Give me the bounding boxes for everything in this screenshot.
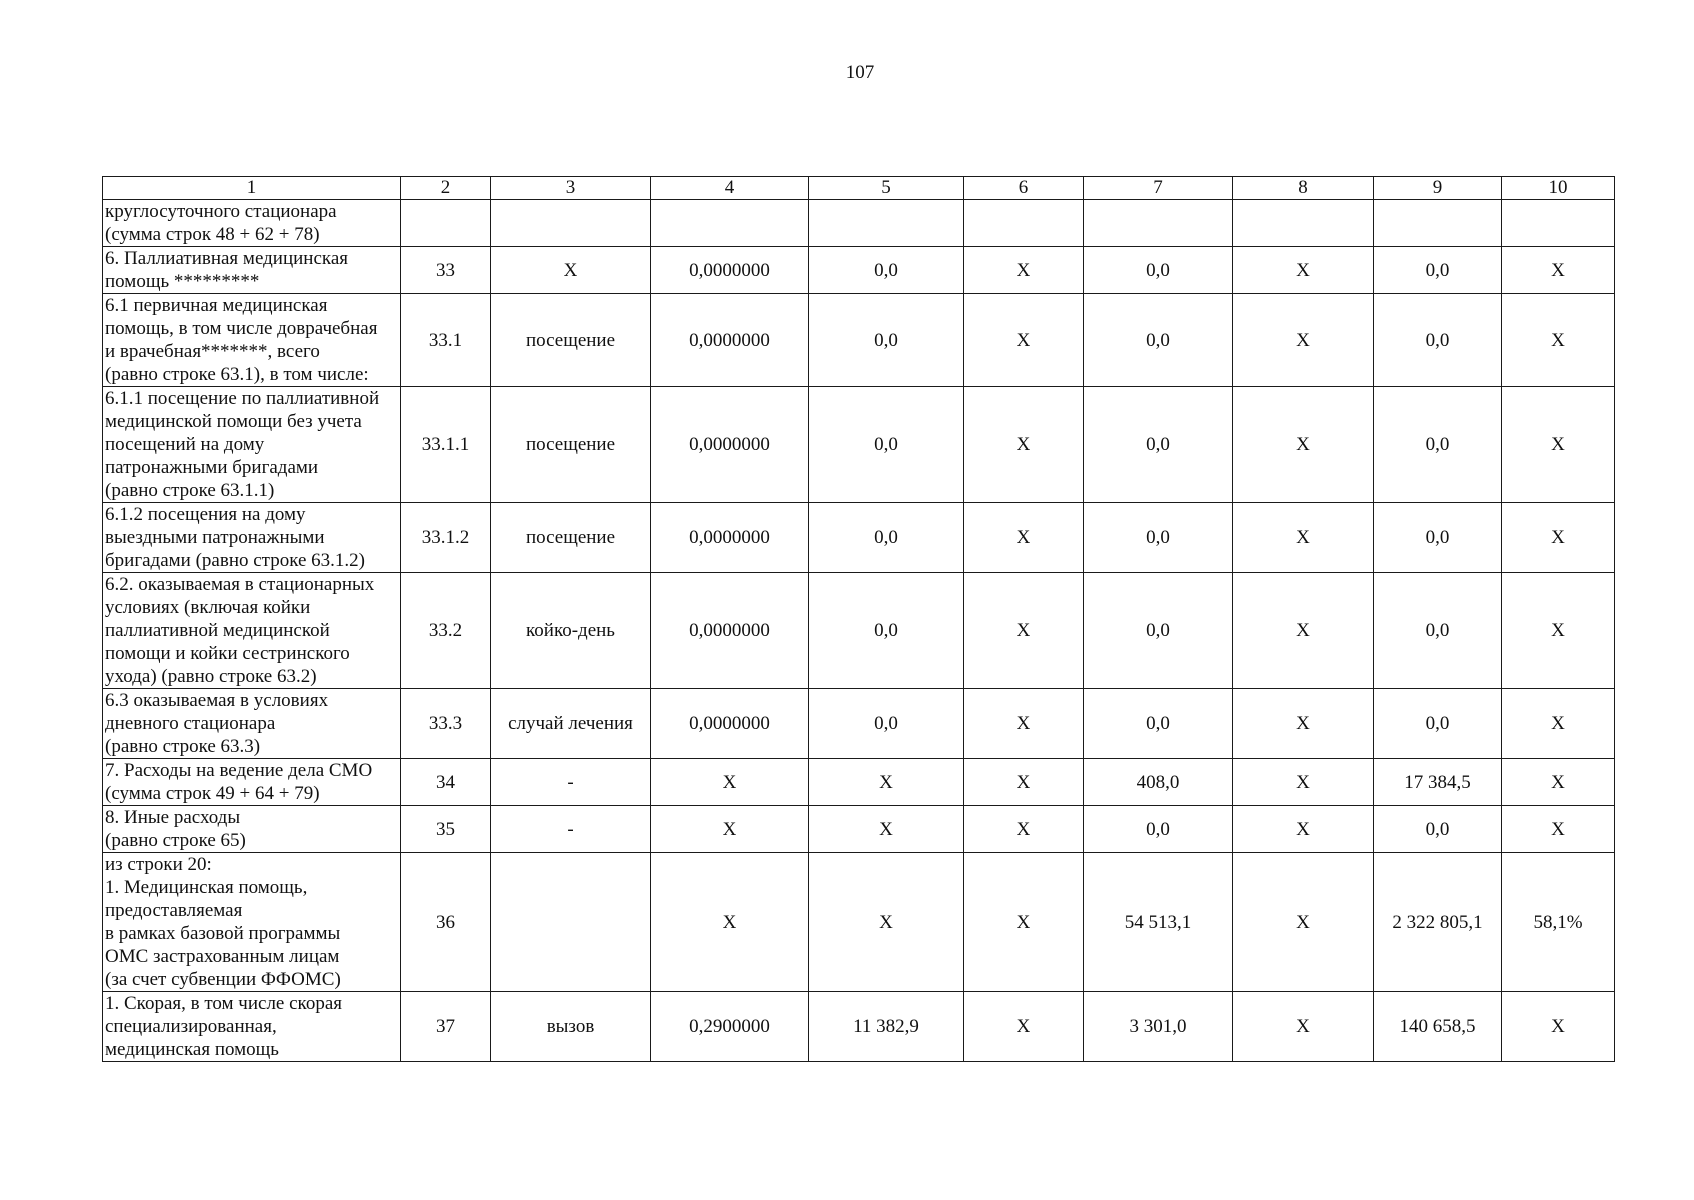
row-label-cell: 6.1.2 посещения на дому выездными патронажными бригадами (равно строке 63.1.2) — [103, 503, 401, 573]
row-label-cell: 6.3 оказываемая в условиях дневного стационара (равно строке 63.3) — [103, 689, 401, 759]
table-cell-col-9: 2 322 805,1 — [1374, 853, 1502, 992]
table-cell-col-10: X — [1502, 387, 1615, 503]
table-cell-col-4: 0,0000000 — [651, 573, 809, 689]
header-row — [103, 177, 1615, 200]
table-row — [103, 200, 1615, 247]
table-cell-col-3: посещение — [491, 387, 651, 503]
table-cell-col-6: X — [964, 247, 1084, 294]
table-cell-col-2: 33.1 — [401, 294, 491, 387]
table-cell-col-3: вызов — [491, 992, 651, 1062]
table-cell-col-4: X — [651, 759, 809, 806]
financing-table — [102, 176, 1615, 1062]
table-cell-col-2: 35 — [401, 806, 491, 853]
table-cell-col-4: X — [651, 853, 809, 992]
table-cell-col-7 — [1084, 200, 1233, 247]
table-cell-col-2: 33.1.1 — [401, 387, 491, 503]
table-cell-col-5: 0,0 — [809, 294, 964, 387]
table-cell-col-6: X — [964, 573, 1084, 689]
table-cell-col-4 — [651, 200, 809, 247]
header-cell-col-9: 9 — [1374, 177, 1502, 200]
row-label-cell: из строки 20: 1. Медицинская помощь, предоставляемая в рамках базовой программы ОМС застрахованным лицам (за счет субвенции ФФОМС) — [103, 853, 401, 992]
table-cell-col-3: койко-день — [491, 573, 651, 689]
table-cell-col-3: случай лечения — [491, 689, 651, 759]
table-cell-col-4: X — [651, 806, 809, 853]
row-label-cell: круглосуточного стационара (сумма строк 48 + 62 + 78) — [103, 200, 401, 247]
header-cell-col-10: 10 — [1502, 177, 1615, 200]
table-row — [103, 573, 1615, 689]
table-row — [103, 247, 1615, 294]
table-cell-col-7: 408,0 — [1084, 759, 1233, 806]
table-cell-col-8: X — [1233, 573, 1374, 689]
table-cell-col-8: X — [1233, 853, 1374, 992]
table-cell-col-6: X — [964, 387, 1084, 503]
table-cell-col-9: 0,0 — [1374, 294, 1502, 387]
table-cell-col-8: X — [1233, 759, 1374, 806]
header-cell-col-5: 5 — [809, 177, 964, 200]
table-cell-col-2 — [401, 200, 491, 247]
table-cell-col-10: X — [1502, 294, 1615, 387]
table-cell-col-5: 11 382,9 — [809, 992, 964, 1062]
table-cell-col-8: X — [1233, 806, 1374, 853]
header-cell-col-2: 2 — [401, 177, 491, 200]
table-cell-col-3 — [491, 853, 651, 992]
table-cell-col-6: X — [964, 689, 1084, 759]
table-cell-col-3: посещение — [491, 503, 651, 573]
table-cell-col-6: X — [964, 759, 1084, 806]
table-cell-col-6: X — [964, 853, 1084, 992]
table-cell-col-8: X — [1233, 689, 1374, 759]
table-cell-col-5: X — [809, 853, 964, 992]
header-cell-col-4: 4 — [651, 177, 809, 200]
table-cell-col-8: X — [1233, 503, 1374, 573]
table-cell-col-4: 0,0000000 — [651, 294, 809, 387]
table-row — [103, 853, 1615, 992]
row-label-cell: 8. Иные расходы (равно строке 65) — [103, 806, 401, 853]
table-cell-col-4: 0,0000000 — [651, 387, 809, 503]
table-row — [103, 759, 1615, 806]
table-cell-col-10: X — [1502, 689, 1615, 759]
table-cell-col-5: 0,0 — [809, 503, 964, 573]
table-row — [103, 387, 1615, 503]
table-cell-col-6: X — [964, 503, 1084, 573]
header-cell-col-8: 8 — [1233, 177, 1374, 200]
table-cell-col-7: 0,0 — [1084, 503, 1233, 573]
header-cell-col-7: 7 — [1084, 177, 1233, 200]
table-cell-col-9: 0,0 — [1374, 247, 1502, 294]
table-cell-col-3: X — [491, 247, 651, 294]
row-label-cell: 6. Паллиативная медицинская помощь ********* — [103, 247, 401, 294]
table-cell-col-9: 0,0 — [1374, 573, 1502, 689]
table-cell-col-10: X — [1502, 573, 1615, 689]
page-number: 107 — [845, 62, 875, 83]
table-cell-col-3: - — [491, 759, 651, 806]
table-cell-col-10: 58,1% — [1502, 853, 1615, 992]
table-cell-col-5: X — [809, 806, 964, 853]
table-cell-col-10: X — [1502, 992, 1615, 1062]
table-cell-col-10: X — [1502, 806, 1615, 853]
table-cell-col-6: X — [964, 806, 1084, 853]
table-cell-col-4: 0,2900000 — [651, 992, 809, 1062]
table-cell-col-5: 0,0 — [809, 387, 964, 503]
table-row — [103, 503, 1615, 573]
table-cell-col-2: 33.3 — [401, 689, 491, 759]
table-cell-col-5 — [809, 200, 964, 247]
table-cell-col-2: 33 — [401, 247, 491, 294]
table-cell-col-2: 34 — [401, 759, 491, 806]
table-cell-col-7: 0,0 — [1084, 247, 1233, 294]
table-cell-col-7: 0,0 — [1084, 806, 1233, 853]
table-cell-col-4: 0,0000000 — [651, 247, 809, 294]
table-header — [103, 177, 1615, 200]
table-cell-col-9 — [1374, 200, 1502, 247]
table-cell-col-8: X — [1233, 992, 1374, 1062]
table-cell-col-7: 0,0 — [1084, 689, 1233, 759]
row-label-cell: 6.1.1 посещение по паллиативной медицинской помощи без учета посещений на дому патронажными бригадами (равно строке 63.1.1) — [103, 387, 401, 503]
table-row — [103, 806, 1615, 853]
table-cell-col-9: 0,0 — [1374, 689, 1502, 759]
table-cell-col-10: X — [1502, 759, 1615, 806]
table-cell-col-10: X — [1502, 247, 1615, 294]
table-row — [103, 689, 1615, 759]
table-body — [103, 200, 1615, 1062]
table-cell-col-4: 0,0000000 — [651, 689, 809, 759]
table-cell-col-5: 0,0 — [809, 573, 964, 689]
table-cell-col-5: 0,0 — [809, 247, 964, 294]
table-cell-col-7: 54 513,1 — [1084, 853, 1233, 992]
table-cell-col-7: 0,0 — [1084, 387, 1233, 503]
table-cell-col-9: 140 658,5 — [1374, 992, 1502, 1062]
table-cell-col-5: X — [809, 759, 964, 806]
row-label-cell: 7. Расходы на ведение дела СМО (сумма строк 49 + 64 + 79) — [103, 759, 401, 806]
table-container — [102, 176, 1615, 1062]
table-cell-col-9: 17 384,5 — [1374, 759, 1502, 806]
table-row — [103, 294, 1615, 387]
row-label-cell: 6.2. оказываемая в стационарных условиях (включая койки паллиативной медицинской помощи и койки сестринского ухода) (равно строке 63.2) — [103, 573, 401, 689]
table-cell-col-7: 0,0 — [1084, 573, 1233, 689]
table-cell-col-2: 33.1.2 — [401, 503, 491, 573]
row-label-cell: 6.1 первичная медицинская помощь, в том числе доврачебная и врачебная*******, всего (равно строке 63.1), в том числе: — [103, 294, 401, 387]
table-cell-col-6: X — [964, 294, 1084, 387]
table-cell-col-8: X — [1233, 247, 1374, 294]
table-cell-col-3: - — [491, 806, 651, 853]
table-cell-col-2: 33.2 — [401, 573, 491, 689]
table-cell-col-8 — [1233, 200, 1374, 247]
table-cell-col-2: 36 — [401, 853, 491, 992]
table-cell-col-8: X — [1233, 387, 1374, 503]
table-row — [103, 992, 1615, 1062]
row-label-cell: 1. Скорая, в том числе скорая специализированная, медицинская помощь — [103, 992, 401, 1062]
table-cell-col-9: 0,0 — [1374, 806, 1502, 853]
table-cell-col-10 — [1502, 200, 1615, 247]
table-cell-col-5: 0,0 — [809, 689, 964, 759]
header-cell-col-6: 6 — [964, 177, 1084, 200]
table-cell-col-2: 37 — [401, 992, 491, 1062]
header-cell-col-3: 3 — [491, 177, 651, 200]
table-cell-col-9: 0,0 — [1374, 503, 1502, 573]
table-cell-col-10: X — [1502, 503, 1615, 573]
table-cell-col-7: 3 301,0 — [1084, 992, 1233, 1062]
table-cell-col-9: 0,0 — [1374, 387, 1502, 503]
table-cell-col-7: 0,0 — [1084, 294, 1233, 387]
header-cell-col-1: 1 — [103, 177, 401, 200]
table-cell-col-4: 0,0000000 — [651, 503, 809, 573]
table-cell-col-6 — [964, 200, 1084, 247]
table-cell-col-6: X — [964, 992, 1084, 1062]
table-cell-col-8: X — [1233, 294, 1374, 387]
table-cell-col-3: посещение — [491, 294, 651, 387]
table-cell-col-3 — [491, 200, 651, 247]
